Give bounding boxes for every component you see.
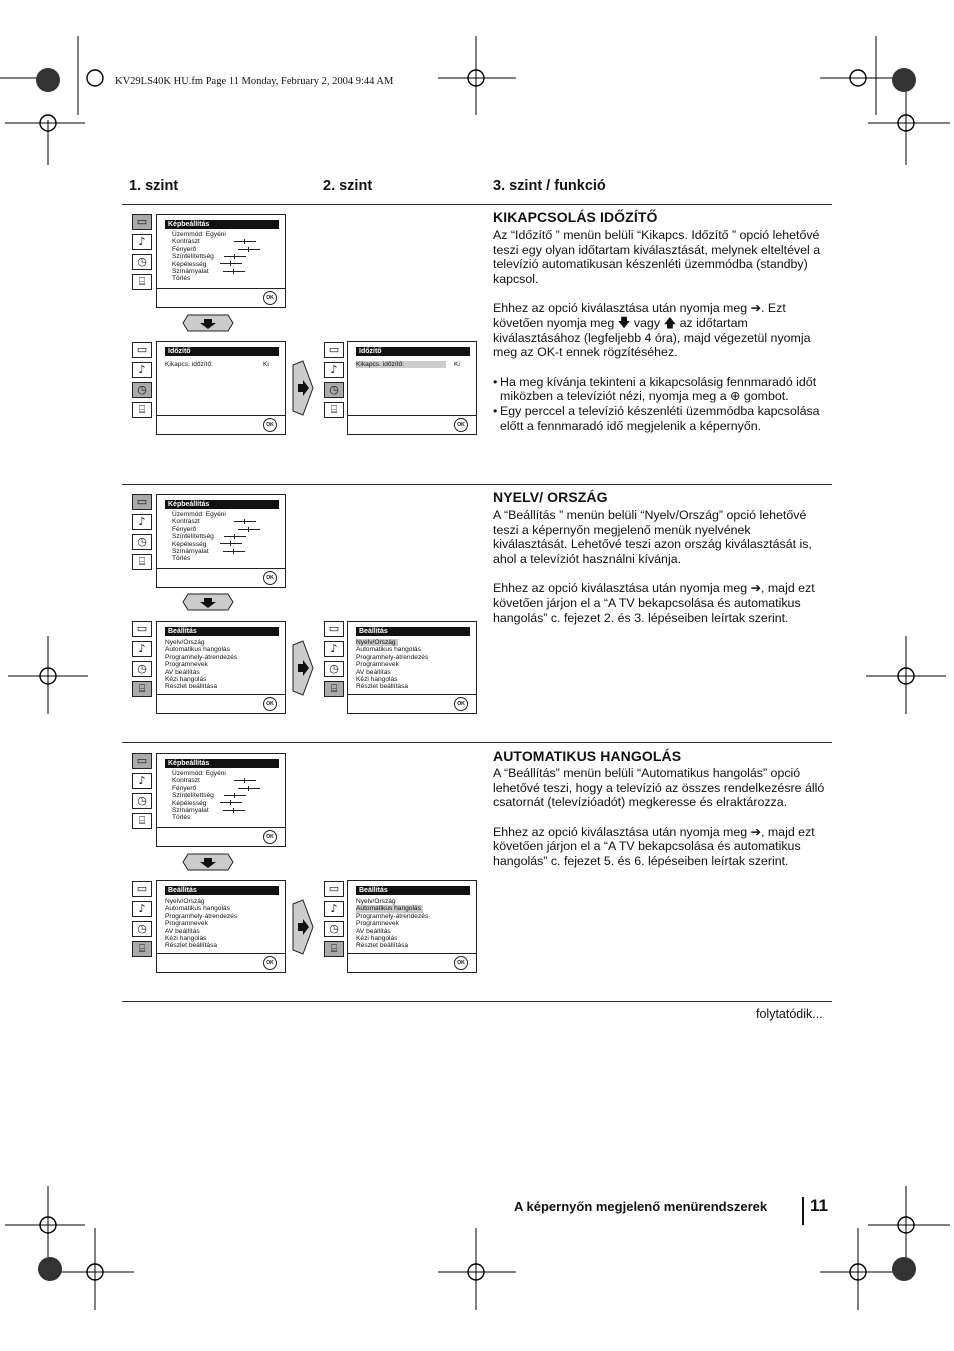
menu-item: Képélesség [172,260,207,268]
sound-icon: ♪ [132,901,152,917]
menu-item: Kézi hangolás [165,676,207,684]
menu-item: Programnevek [356,920,399,928]
divider [122,742,832,743]
menu-item: Nyelv/Ország [165,898,205,905]
down-arrow-icon [182,593,234,611]
ok-icon: OK [263,830,277,844]
menu-item: Részlet beállítása [165,942,218,950]
divider [122,484,832,485]
right-arrow-icon [292,640,314,696]
footer-divider [802,1197,804,1225]
picture-icon: ▭ [132,621,152,637]
continues-label: folytatódik... [756,1007,823,1021]
menu-title: Beállítás [165,886,279,895]
section-body-auto [493,766,828,884]
menu-screen-setup [156,880,286,973]
sound-icon: ♪ [132,514,152,530]
ok-icon: OK [454,697,468,711]
ok-icon: OK [263,418,277,432]
menu-icon-column [132,621,152,701]
picture-icon: ▭ [324,342,344,358]
timer-icon: ◷ [132,661,152,677]
paragraph: Ehhez az opció kiválasztása után nyomja meg ➔, majd ezt követően járjon el a “A TV bekapcsolása és automatikus hangolás” c. fejezet 5. és 6. lépéseiben leírtak szerint. [493,824,815,868]
menu-item: Programnevek [356,661,399,669]
sound-icon: ♪ [132,641,152,657]
right-arrow-icon [292,899,314,955]
menu-title: Időzítő [165,347,279,356]
setup-icon: ⌸ [132,813,152,829]
down-arrow-icon [182,314,234,332]
setup-icon: ⌸ [132,941,152,957]
menu-screen-setup-lang-selected [347,621,477,714]
menu-item: Képélesség [172,540,207,548]
ok-icon: OK [263,291,277,305]
menu-item: Fényerő [172,245,197,253]
paragraph: Az “Időzítő ” menün belüli “Kikapcs. Időzítő ” opció lehetővé teszi egy olyan időtartam kiválasztását, melynek elteltével a televízió automatikusan készenléti üzemmódba (standby) kapcsol. [493,228,821,286]
divider [122,1001,832,1002]
menu-item: Automatikus hangolás [165,905,230,913]
menu-item: Törlés [172,814,191,822]
paragraph: Ehhez az opció kiválasztása után nyomja meg ➔, majd ezt követően járjon el a “A TV bekapcsolása és automatikus hangolás” c. fejezet 2. és 3. lépéseiben leírtak szerint. [493,581,815,625]
menu-item: Üzemmód: Egyéni [172,231,226,238]
column-header-level3: 3. szint / funkció [493,178,606,194]
menu-item: Programhely-átrendezés [165,653,238,661]
menu-item: Kontraszt [172,777,200,785]
menu-icon-column [132,342,152,422]
timer-icon: ◷ [324,382,344,398]
menu-item: Programhely-átrendezés [356,653,429,661]
menu-item: Programhely-átrendezés [165,912,238,920]
menu-icon-column [132,494,152,574]
picture-icon: ▭ [132,753,152,769]
menu-item: Színtelítettség [172,253,214,261]
menu-item: Programhely-átrendezés [356,912,429,920]
column-header-level1: 1. szint [129,178,179,194]
menu-item: Nyelv/Ország [165,639,205,646]
menu-icon-column [324,621,344,701]
menu-item-highlighted: Nyelv/Ország [356,639,396,646]
timer-icon: ◷ [324,921,344,937]
column-header-level2: 2. szint [323,178,373,194]
right-arrow-icon [292,360,314,416]
bullet-item: • Egy perccel a televízió készenléti üzemmódba kapcsolása előtt a fennmaradó idő megjelenik a képernyőn. [493,404,828,433]
menu-item: Üzemmód: Egyéni [172,511,226,518]
menu-screen-picture [156,214,286,308]
menu-icon-column [324,881,344,961]
ok-icon: OK [263,956,277,970]
sound-icon: ♪ [324,362,344,378]
sound-icon: ♪ [324,901,344,917]
timer-icon: ◷ [324,661,344,677]
menu-item: Fényerő [172,525,197,533]
paragraph: A “Beállítás” menün belüli “Automatikus hangolás” opció lehetővé teszi, hogy a televízió az összes rendelkezésre álló csatornát (televízióadót) megkeresse és elraktározza. [493,766,825,810]
menu-item: AV beállítás [165,927,200,935]
footer-section-label: A képernyőn megjelenő menürendszerek [514,1199,768,1214]
print-header: KV29LS40K HU.fm Page 11 Monday, February 2, 2004 9:44 AM [115,76,394,87]
setup-icon: ⌸ [324,941,344,957]
picture-icon: ▭ [132,214,152,230]
menu-icon-column [132,214,152,294]
menu-item: AV beállítás [165,668,200,676]
menu-item: Színárnyalat [172,548,209,556]
menu-item: Színárnyalat [172,807,209,815]
menu-item: Fényerő [172,784,197,792]
sound-icon: ♪ [324,641,344,657]
menu-screen-picture [156,753,286,847]
timer-icon: ◷ [132,254,152,270]
divider [122,204,832,205]
menu-item: Színárnyalat [172,268,209,276]
timer-icon: ◷ [132,793,152,809]
menu-title: Beállítás [165,627,279,636]
paragraph: A “Beállítás ” menün belüli “Nyelv/Ország” opció lehetővé teszi a képernyőn megjelenő menük nyelvének kiválasztását. Lehetővé teszi azon ország kiválasztását is, ahol a televíziót használni kívánja. [493,508,812,566]
bullet-item: • Ha meg kívánja tekinteni a kikapcsolásig fennmaradó időt miközben a televíziót nézi, nyomja meg a ⊕ gombot. [493,375,828,404]
setup-icon: ⌸ [324,402,344,418]
menu-item: Törlés [172,555,191,563]
menu-icon-column [132,753,152,833]
menu-item: Részlet beállítása [165,683,218,691]
picture-icon: ▭ [132,494,152,510]
menu-item: Nyelv/Ország [356,898,396,905]
section-body-lang [493,508,828,640]
menu-item: AV beállítás [356,668,391,676]
timer-icon: ◷ [132,382,152,398]
section-body-timer [493,228,828,433]
sound-icon: ♪ [132,773,152,789]
menu-screen-picture [156,494,286,588]
timer-icon: ◷ [132,534,152,550]
menu-item: Kézi hangolás [356,676,398,684]
menu-value: Ki [454,361,460,368]
menu-screen-setup-auto-selected [347,880,477,973]
menu-title: Beállítás [356,627,470,636]
ok-icon: OK [263,571,277,585]
sound-icon: ♪ [132,234,152,250]
menu-item: Kézi hangolás [356,935,398,943]
section-title-timer: KIKAPCSOLÁS IDŐZÍTŐ [493,209,658,225]
menu-item: Törlés [172,275,191,283]
picture-icon: ▭ [324,621,344,637]
section-title-auto: AUTOMATIKUS HANGOLÁS [493,748,682,764]
menu-title: Képbeállítás [165,759,279,768]
ok-icon: OK [263,697,277,711]
picture-icon: ▭ [132,881,152,897]
ok-icon: OK [454,956,468,970]
menu-screen-timer-selected [347,341,477,435]
menu-item: Színtelítettség [172,533,214,541]
menu-item-highlighted: Kikapcs. időzítő: [356,361,446,368]
menu-item: AV beállítás [356,927,391,935]
menu-item: Részlet beállítása [356,683,409,691]
menu-screen-setup [156,621,286,714]
picture-icon: ▭ [324,881,344,897]
menu-item: Részlet beállítása [356,942,409,950]
menu-screen-timer [156,341,286,435]
menu-item: Kontraszt [172,238,200,246]
menu-title: Képbeállítás [165,220,279,229]
setup-icon: ⌸ [132,274,152,290]
sound-icon: ♪ [132,362,152,378]
setup-icon: ⌸ [324,681,344,697]
menu-item: Automatikus hangolás [165,646,230,654]
page-number: 11 [810,1196,828,1215]
section-title-lang: NYELV/ ORSZÁG [493,489,608,505]
menu-item: Színtelítettség [172,792,214,800]
setup-icon: ⌸ [132,554,152,570]
ok-icon: OK [454,418,468,432]
menu-item: Képélesség [172,799,207,807]
paragraph: Ehhez az opció kiválasztása után nyomja meg ➔. Ezt követően nyomja meg 🡇 vagy 🡅 az időtartam kiválasztásához (legfeljebb 4 óra), majd végezetül nyomja meg az OK-t ennek rögzítéséhez. [493,301,811,360]
menu-title: Képbeállítás [165,500,279,509]
down-arrow-icon [182,853,234,871]
timer-icon: ◷ [132,921,152,937]
menu-item: Kontraszt [172,518,200,526]
menu-item: Automatikus hangolás [356,646,421,654]
menu-item: Programnevek [165,661,208,669]
setup-icon: ⌸ [132,681,152,697]
menu-item: Kikapcs. időzítő: [165,361,214,368]
menu-icon-column [324,342,344,422]
menu-value: Ki [263,361,269,368]
menu-item: Programnevek [165,920,208,928]
menu-title: Beállítás [356,886,470,895]
menu-item: Üzemmód: Egyéni [172,770,226,777]
picture-icon: ▭ [132,342,152,358]
setup-icon: ⌸ [132,402,152,418]
menu-title: Időzítő [356,347,470,356]
menu-icon-column [132,881,152,961]
menu-item-highlighted: Automatikus hangolás [356,905,421,913]
menu-item: Kézi hangolás [165,935,207,943]
